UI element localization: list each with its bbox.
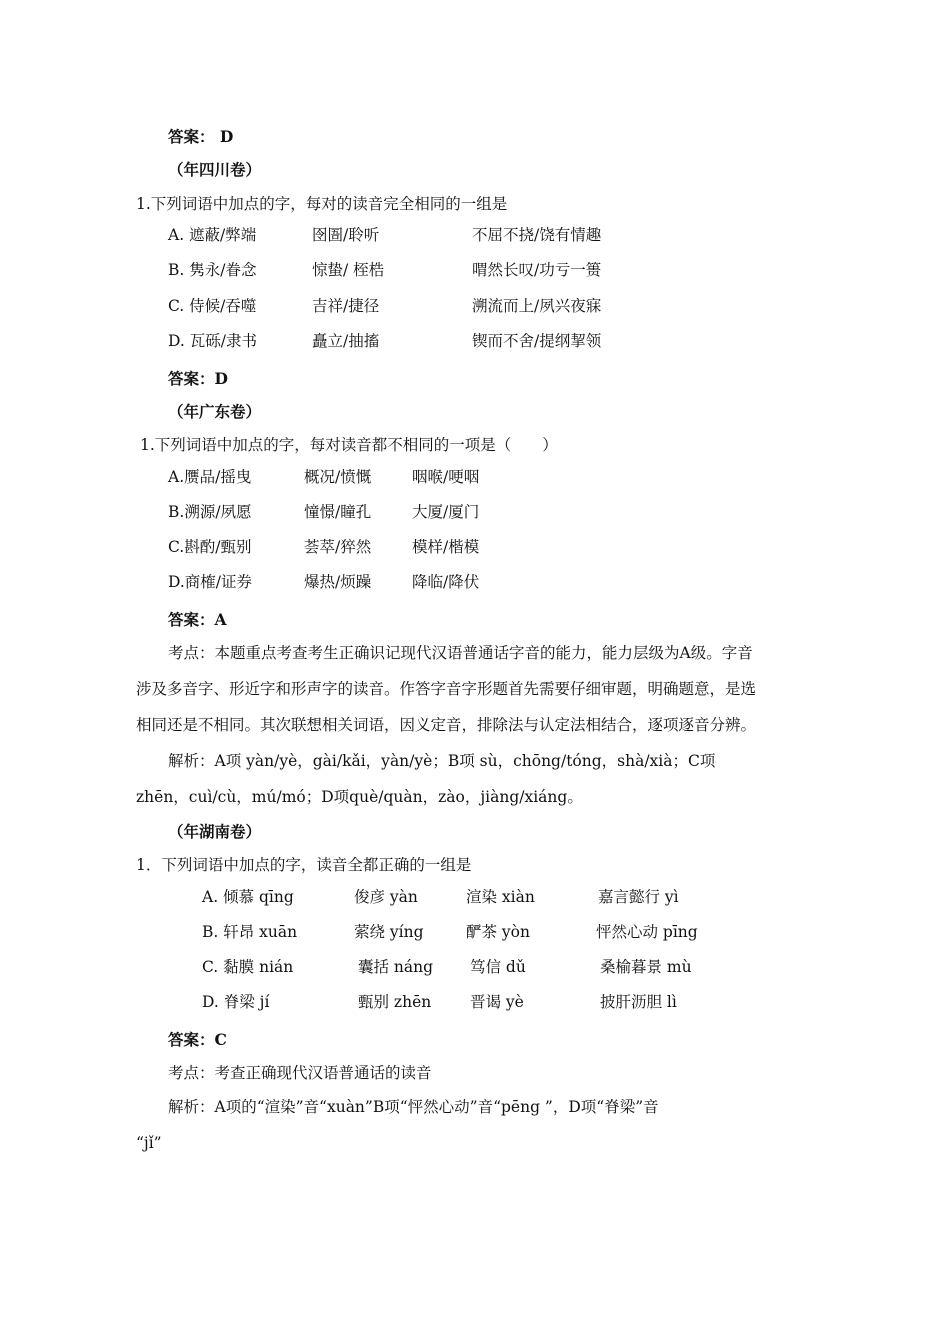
option-cell: 溯流而上/夙兴夜寐 [472, 297, 602, 315]
option-cell: 降临/降伏 [412, 573, 480, 591]
analysis-line: 解析：A项的“渲染”音“xuàn”B项“怦然心动”音“pēng ”，D项“脊梁”音 [168, 1098, 659, 1116]
option-cell: 萦绕 yíng [354, 923, 424, 941]
option-cell: 惊蛰/ 桎梏 [312, 261, 385, 279]
option-cell: B. 轩昂 xuān [202, 923, 298, 941]
option-cell: C.斟酌/甄别 [168, 538, 252, 556]
option-cell: 嘉言懿行 yì [598, 888, 679, 906]
option-cell: 不屈不挠/饶有情趣 [472, 226, 602, 244]
answer-sichuan: 答案：D [168, 369, 228, 388]
option-cell: 囹圄/聆听 [312, 226, 380, 244]
section-header-guangdong: （年广东卷） [168, 402, 262, 421]
option-cell: 模样/楷模 [412, 538, 480, 556]
answer-guangdong: 答案：A [168, 610, 227, 629]
answer-hunan: 答案：C [168, 1030, 227, 1049]
option-cell: 桑榆暮景 mù [600, 958, 692, 976]
option-cell: 咽喉/哽咽 [412, 468, 480, 486]
option-cell: 概况/愤慨 [304, 468, 372, 486]
option-cell: B. 隽永/眷念 [168, 261, 257, 279]
option-cell: 锲而不舍/提纲挈领 [472, 332, 602, 350]
option-cell: C. 黏膜 nián [202, 958, 294, 976]
analysis-line: “jǐ” [136, 1134, 162, 1152]
analysis-line: zhēn，cuì/cù，mú/mó；D项què/quàn，zào，jiàng/xiáng。 [136, 788, 583, 806]
option-cell: 喟然长叹/功亏一篑 [472, 261, 602, 279]
section-header-sichuan: （年四川卷） [168, 160, 262, 179]
point-line: 考点：本题重点考查考生正确识记现代汉语普通话字音的能力，能力层级为A级。字音 [168, 644, 753, 662]
option-cell: 酽茶 yòn [466, 923, 530, 941]
option-cell: A. 倾慕 qīng [202, 888, 294, 906]
point-line: 相同还是不相同。其次联想相关词语，因义定音，排除法与认定法相结合，逐项逐音分辨。 [136, 716, 757, 734]
option-cell: 爆热/烦躁 [304, 573, 372, 591]
option-cell: D.商榷/证券 [168, 573, 253, 591]
question-guangdong: 1.下列词语中加点的字，每对读音都不相同的一项是（ ） [140, 436, 558, 454]
option-cell: 甄别 zhēn [358, 993, 432, 1011]
option-cell: 怦然心动 pīng [596, 923, 698, 941]
section-header-hunan: （年湖南卷） [168, 822, 262, 841]
option-cell: 笃信 dǔ [470, 958, 526, 976]
option-cell: 吉祥/捷径 [312, 297, 380, 315]
analysis-line: 解析：A项 yàn/yè，gài/kǎi，yàn/yè；B项 sù，chōng/tóng，shà/xià；C项 [168, 752, 716, 770]
option-cell: 披肝沥胆 lì [600, 993, 677, 1011]
point-hunan: 考点：考查正确现代汉语普通话的读音 [168, 1064, 432, 1082]
answer-prev: 答案： D [168, 127, 234, 146]
option-cell: 矗立/抽搐 [312, 332, 380, 350]
question-hunan: 1．下列词语中加点的字，读音全都正确的一组是 [136, 856, 472, 874]
option-cell: 囊括 náng [358, 958, 434, 976]
option-cell: 荟萃/猝然 [304, 538, 372, 556]
point-line: 涉及多音字、形近字和形声字的读音。作答字音字形题首先需要仔细审题，明确题意，是选 [136, 680, 757, 698]
option-cell: 晋谒 yè [470, 993, 524, 1011]
question-sichuan: 1.下列词语中加点的字，每对的读音完全相同的一组是 [136, 195, 508, 213]
option-cell: A. 遮蔽/弊端 [168, 226, 257, 244]
option-cell: A.赝品/摇曳 [168, 468, 252, 486]
option-cell: C. 侍候/吞噬 [168, 297, 257, 315]
option-cell: D. 瓦砾/隶书 [168, 332, 257, 350]
option-cell: 憧憬/瞳孔 [304, 503, 372, 521]
option-cell: D. 脊梁 jí [202, 993, 270, 1011]
option-cell: 大厦/厦门 [412, 503, 480, 521]
option-cell: 俊彦 yàn [354, 888, 418, 906]
option-cell: B.溯源/夙愿 [168, 503, 252, 521]
option-cell: 渲染 xiàn [466, 888, 535, 906]
